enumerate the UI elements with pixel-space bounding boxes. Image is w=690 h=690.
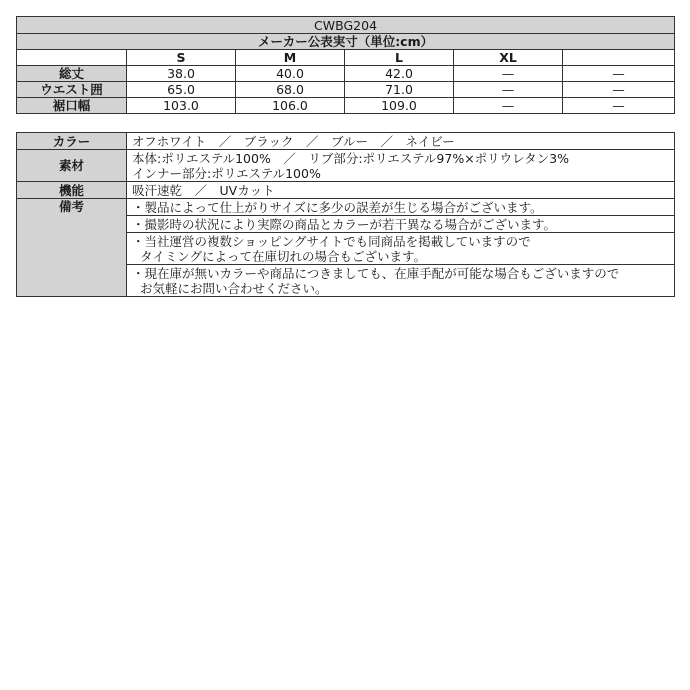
size-value: 40.0 <box>236 66 345 82</box>
color-label: カラー <box>17 133 127 150</box>
row-label-hem-width: 裾口幅 <box>17 98 127 114</box>
size-table <box>16 16 675 114</box>
function-value: 吸汗速乾 ／ UVカット <box>127 182 675 199</box>
product-code: CWBG204 <box>17 17 675 34</box>
note-item <box>127 233 675 265</box>
size-header: XL <box>454 50 563 66</box>
material-line: 本体:ポリエステル100% ／ リブ部分:ポリエステル97%×ポリウレタン3% <box>132 150 569 166</box>
note-item <box>127 216 675 233</box>
size-value: — <box>454 98 563 114</box>
material-line: インナー部分:ポリエステル100% <box>132 165 321 181</box>
function-label: 機能 <box>17 182 127 199</box>
row-label-total-length: 総丈 <box>17 66 127 82</box>
note-line: ・製品によって仕上がりサイズに多少の誤差が生じる場合がございます。 <box>132 199 543 215</box>
size-header: S <box>127 50 236 66</box>
size-value: 109.0 <box>345 98 454 114</box>
size-value: 68.0 <box>236 82 345 98</box>
size-header: L <box>345 50 454 66</box>
size-header-empty <box>17 50 127 66</box>
size-value: 103.0 <box>127 98 236 114</box>
material-value <box>127 150 675 182</box>
size-value: — <box>563 82 675 98</box>
size-header: M <box>236 50 345 66</box>
size-value: 71.0 <box>345 82 454 98</box>
size-value: — <box>563 66 675 82</box>
size-value: 42.0 <box>345 66 454 82</box>
size-value: 106.0 <box>236 98 345 114</box>
row-label-waist: ウエスト囲 <box>17 82 127 98</box>
note-line: ・現在庫が無いカラーや商品につきましても、在庫手配が可能な場合もございますので <box>132 265 620 281</box>
size-value: — <box>563 98 675 114</box>
material-label: 素材 <box>17 150 127 182</box>
info-table <box>16 132 675 297</box>
size-header <box>563 50 675 66</box>
size-value: — <box>454 82 563 98</box>
note-item <box>127 199 675 216</box>
note-line: お気軽にお問い合わせください。 <box>140 280 328 296</box>
size-value: 38.0 <box>127 66 236 82</box>
size-value: — <box>454 66 563 82</box>
note-line: ・当社運営の複数ショッピングサイトでも同商品を掲載していますので <box>132 233 531 249</box>
color-value: オフホワイト ／ ブラック ／ ブルー ／ ネイビー <box>127 133 675 150</box>
size-table-subtitle: メーカー公表実寸（単位:cm） <box>17 34 675 50</box>
size-value: 65.0 <box>127 82 236 98</box>
note-item <box>127 265 675 297</box>
note-line: タイミングによって在庫切れの場合もございます。 <box>140 248 427 264</box>
note-line: ・撮影時の状況により実際の商品とカラーが若干異なる場合がございます。 <box>132 216 557 232</box>
notes-label: 備考 <box>17 199 127 297</box>
